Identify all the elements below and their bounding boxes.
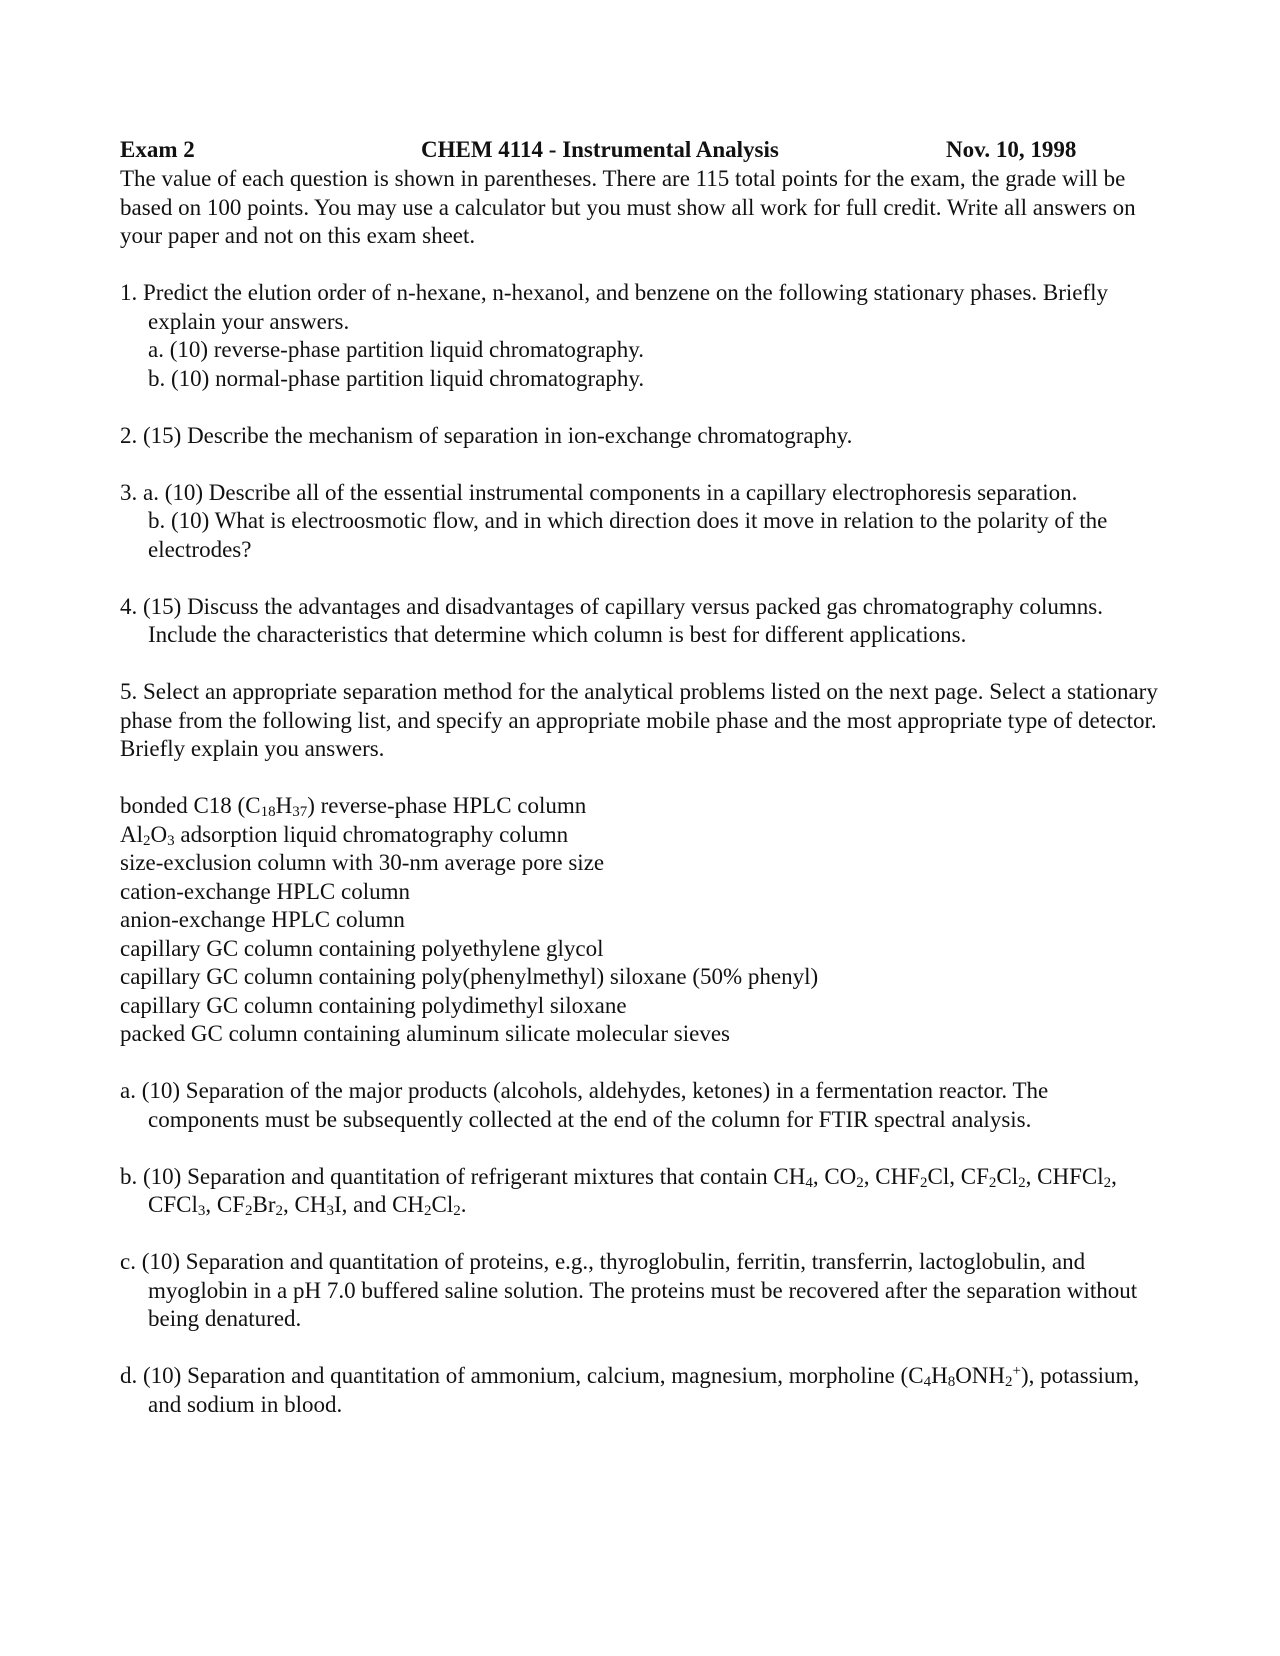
question-4: 4. (15) Discuss the advantages and disadvantages of capillary versus packed gas chromatography columns. Include the characteristics that determine which column is best for different applications. (120, 593, 1103, 647)
question-3b: b. (10) What is electroosmotic flow, and in which direction does it move in relation to the polarity of the electrodes? (148, 508, 1108, 562)
question-5c: c. (10) Separation and quantitation of proteins, e.g., thyroglobulin, ferritin, transferrin, lactoglobulin, and myoglobin in a pH 7.0 buffered saline solution. The proteins must be recovered after the separation without being denatured. (120, 1249, 1138, 1331)
phase-item: $Al_2O_3$ adsorption liquid chromatography column (120, 821, 569, 849)
exam-page (120, 136, 1160, 1419)
phase-item: anion-exchange HPLC column (120, 907, 405, 932)
phase-item: packed GC column containing aluminum silicate molecular sieves (120, 1021, 730, 1046)
question-5b: b. (10) Separation and quantitation of refrigerant mixtures that contain $CH_4$, $CO_2$, $CHF_2Cl$, $CF_2Cl_2$, CHFCl$_2$, CFCl$_3$, $CF_2Br_2$, $CH_3I$, and $CH_2Cl_2$. (120, 1163, 1117, 1219)
question-1-stem: 1. Predict the elution order of n-hexane, n-hexanol, and benzene on the following stationary phases. Briefly explain your answers. (120, 280, 1109, 334)
question-5a: a. (10) Separation of the major products (alcohols, aldehydes, ketones) in a fermentation reactor. The components must be subsequently collected at the end of the column for FTIR spectral analysis. (120, 1078, 1049, 1132)
exam-instructions: The value of each question is shown in parentheses. There are 115 total points for the exam, the grade will be based on 100 points. You may use a calculator but you must show all work for full credit. Write all answers on your paper and not on this exam sheet. (120, 166, 1136, 248)
phase-item: capillary GC column containing poly(phenylmethyl) siloxane (50% phenyl) (120, 964, 819, 989)
phase-item: capillary GC column containing polydimethyl siloxane (120, 992, 627, 1018)
stationary-phase-list (120, 792, 1160, 1049)
question-1a: a. (10) reverse-phase partition liquid chromatography. (148, 337, 645, 362)
question-2: 2. (15) Describe the mechanism of separation in ion-exchange chromatography. (120, 422, 853, 448)
question-5-stem: 5. Select an appropriate separation method for the analytical problems listed on the next page. Select a stationary phase from the following list, and specify an appropriate mobile phase and the most appropriate type of detector. Briefly explain you answers. (120, 679, 1158, 761)
phase-item: cation-exchange HPLC column (120, 878, 410, 904)
course-title: CHEM 4114 - Instrumental Analysis (421, 137, 779, 162)
phase-item: bonded C18 $(C_{18}H_{37})$ reverse-phase HPLC column (120, 793, 587, 820)
phase-item: capillary GC column containing polyethylene glycol (120, 935, 604, 961)
question-5d: d. (10) Separation and quantitation of ammonium, calcium, magnesium, morpholine $(C_4H_8ONH_2^+)$, potassium, and sodium in blood. (120, 1363, 1140, 1417)
question-1 (120, 279, 1160, 393)
question-3 (120, 479, 1160, 565)
phase-item: size-exclusion column with 30-nm average pore size (120, 850, 605, 875)
exam-number: Exam 2 (120, 137, 195, 162)
exam-header (120, 136, 1160, 165)
question-3a: 3. a. (10) Describe all of the essential instrumental components in a capillary electrophoresis separation. (120, 479, 1078, 505)
exam-date: Nov. 10, 1998 (946, 137, 1077, 162)
question-1b: b. (10) normal-phase partition liquid chromatography. (148, 365, 645, 391)
